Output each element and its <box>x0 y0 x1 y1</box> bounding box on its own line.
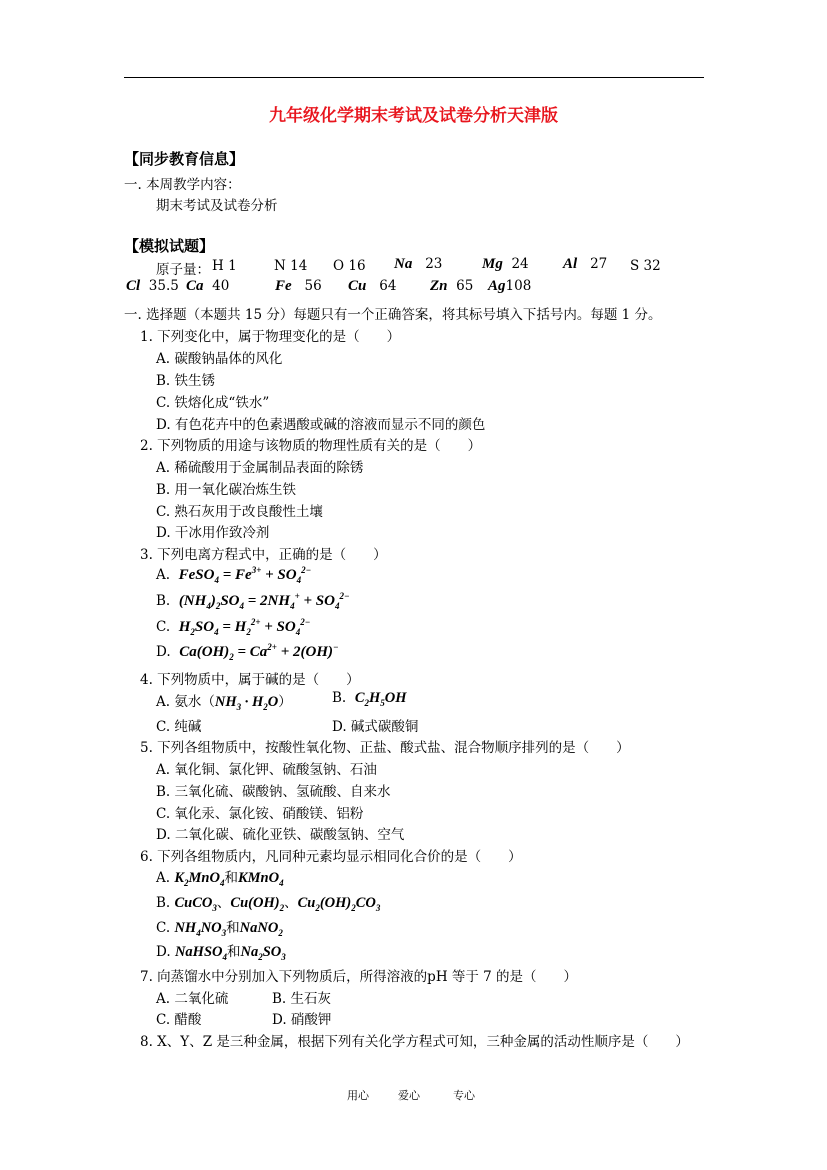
atomic-weights-row1 <box>156 258 210 278</box>
q5-option-d: D. 二氧化碳、硫化亚铁、碳酸氢钠、空气 <box>156 827 405 843</box>
equation-d: $Ca(OH)_2 = Ca^{2+} + 2(OH)^-$ <box>179 642 339 662</box>
q4-option-d: D. 碱式碳酸铜 <box>332 719 419 735</box>
atom-zn: Zn 65 <box>430 278 474 294</box>
atom-cl: Cl 35.5 <box>126 278 179 294</box>
equation-c: $H_2SO_4 = H_2^{2+} + SO_4^{2-}$ <box>178 617 311 637</box>
atom-cu: Cu 64 <box>348 278 397 294</box>
question-6: 6. 下列各组物质内，凡同种元素均显示相同化合价的是（ ） <box>140 849 522 865</box>
section-heading-sync: 【同步教育信息】 <box>124 150 245 168</box>
equation-a: FeSO$_4$ = $Fe^{3+} + SO_4^{2-}$ <box>178 565 312 585</box>
q6-option-d: D. NaHSO$_4$和$Na_2SO_3$ <box>156 944 286 962</box>
q7-option-a: A. 二氧化硫 <box>156 991 229 1007</box>
question-7: 7. 向蒸馏水中分别加入下列物质后，所得溶液的pH 等于 7 的是（ ） <box>140 969 578 985</box>
q4-option-c: C. 纯碱 <box>156 719 202 735</box>
atom-s: S 32 <box>630 258 661 274</box>
atom-al: Al 27 <box>563 256 608 272</box>
footer-item: 用心 <box>347 1089 369 1102</box>
q1-option-a: A. 碳酸钠晶体的风化 <box>156 351 283 367</box>
q1-option-c: C. 铁熔化成“铁水” <box>156 395 270 411</box>
q2-option-a: A. 稀硫酸用于金属制品表面的除锈 <box>156 460 364 476</box>
atom-h: H 1 <box>212 258 237 274</box>
part1-intro: 一. 选择题（本题共 15 分）每题只有一个正确答案，将其标号填入下括号内。每题 1 分。 <box>124 307 662 323</box>
q3-option-b: B. $(NH_4)_2SO_4 = 2NH_4^+ + SO_4^{2-}$ <box>156 591 350 611</box>
q7-option-d: D. 硝酸钾 <box>272 1012 332 1028</box>
section1-line2: 期末考试及试卷分析 <box>156 198 278 214</box>
q4-option-b: B. $C_2H_5OH$ <box>332 690 407 708</box>
question-4: 4. 下列物质中，属于碱的是（ ） <box>140 672 360 688</box>
atom-ca: Ca 40 <box>186 278 230 294</box>
q3-option-a: A. FeSO$_4$ = $Fe^{3+} + SO_4^{2-}$ <box>156 565 312 585</box>
q6-option-b: B. CuCO$_3$、$Cu(OH)_2$、$Cu_2(OH)_2CO_3$ <box>156 895 381 913</box>
atom-o: O 16 <box>333 258 366 274</box>
q7-option-b: B. 生石灰 <box>272 991 332 1007</box>
atomic-label: 原子量： <box>156 262 210 278</box>
q2-option-d: D. 干冰用作致冷剂 <box>156 525 270 541</box>
equation-b: $(NH_4)_2SO_4 = 2NH_4^+ + SO_4^{2-}$ <box>178 591 350 611</box>
q1-option-d: D. 有色花卉中的色素遇酸或碱的溶液而显示不同的颜色 <box>156 417 486 433</box>
q4-option-a: A. 氨水$(NH_3 \cdot H_2O)$ <box>156 694 292 712</box>
document-title: 九年级化学期末考试及试卷分析天津版 <box>269 106 558 126</box>
atom-ag: Ag108 <box>488 278 532 294</box>
section-heading-mock: 【模拟试题】 <box>124 237 215 255</box>
q2-option-b: B. 用一氧化碳冶炼生铁 <box>156 482 297 498</box>
header-rule <box>124 77 704 78</box>
footer-item: 专心 <box>453 1089 475 1102</box>
q1-option-b: B. 铁生锈 <box>156 373 216 389</box>
q5-option-c: C. 氧化汞、氯化铵、硝酸镁、铝粉 <box>156 806 364 822</box>
q6-option-c: C. $NH_4NO_3$和NaNO$_2$ <box>156 920 283 938</box>
q6-option-a: A. $K_2MnO_4$和KMnO$_4$ <box>156 870 284 888</box>
q2-option-c: C. 熟石灰用于改良酸性土壤 <box>156 504 323 520</box>
q5-option-a: A. 氧化铜、氯化钾、硫酸氢钠、石油 <box>156 762 377 778</box>
atom-na: Na 23 <box>394 256 443 272</box>
question-1: 1. 下列变化中，属于物理变化的是（ ） <box>140 329 401 345</box>
q3-option-c: C. $H_2SO_4 = H_2^{2+} + SO_4^{2-}$ <box>156 617 311 637</box>
q5-option-b: B. 三氧化硫、碳酸钠、氢硫酸、自来水 <box>156 784 391 800</box>
question-8: 8. X、Y、Z 是三种金属，根据下列有关化学方程式可知，三种金属的活动性顺序是（ ） <box>140 1034 689 1050</box>
atom-mg: Mg 24 <box>482 256 529 272</box>
q7-option-c: C. 醋酸 <box>156 1012 202 1028</box>
atom-fe: Fe 56 <box>275 278 322 294</box>
question-2: 2. 下列物质的用途与该物质的物理性质有关的是（ ） <box>140 438 482 454</box>
question-3: 3. 下列电离方程式中，正确的是（ ） <box>140 547 387 563</box>
footer-item: 爱心 <box>398 1089 420 1102</box>
section1-line1: 一. 本周教学内容： <box>124 177 241 193</box>
q3-option-d: D. $Ca(OH)_2 = Ca^{2+} + 2(OH)^-$ <box>156 642 339 662</box>
atom-n: N 14 <box>274 258 308 274</box>
question-5: 5. 下列各组物质中，按酸性氧化物、正盐、酸式盐、混合物顺序排列的是（ ） <box>140 740 630 756</box>
